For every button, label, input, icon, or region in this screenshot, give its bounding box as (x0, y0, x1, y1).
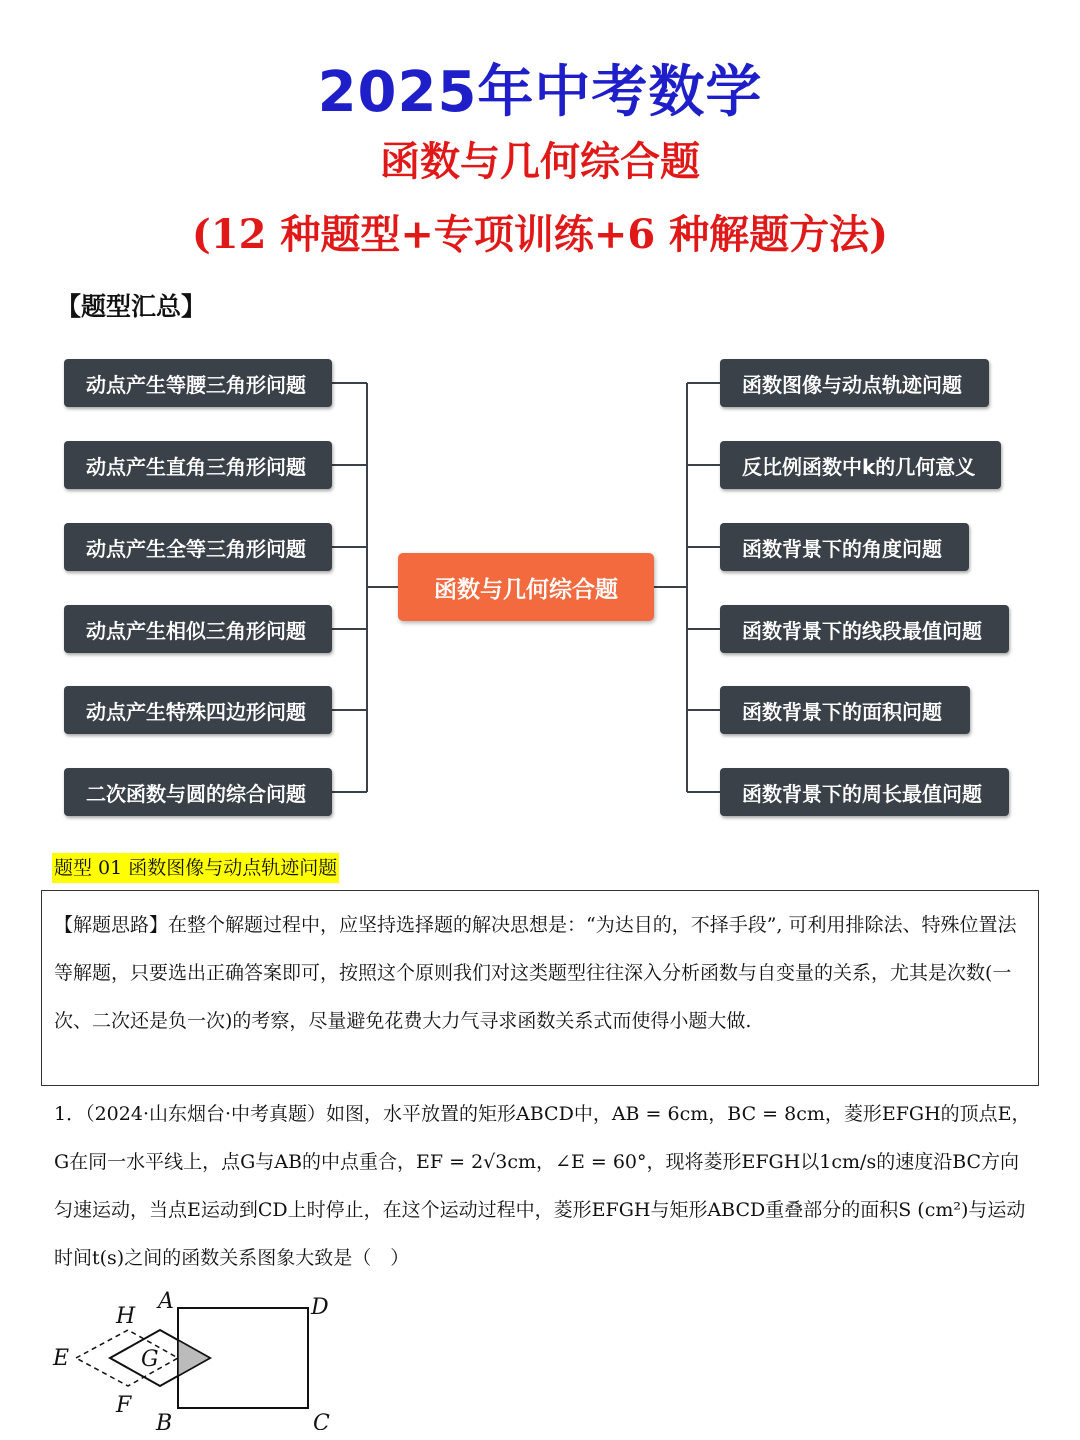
label-b: B (156, 1411, 173, 1430)
mind-map-node-right-2: 反比例函数中k的几何意义 (720, 441, 1001, 489)
mind-map-node-left-2: 动点产生直角三角形问题 (64, 441, 332, 489)
mind-map-node-left-3: 动点产生全等三角形问题 (64, 523, 332, 571)
mind-map-center-node: 函数与几何综合题 (398, 553, 654, 621)
mind-map-node-left-6: 二次函数与圆的综合问题 (64, 768, 332, 816)
solution-tip-text: 【解题思路】在整个解题过程中，应坚持选择题的解决思想是：“为达目的，不择手段”, 可利用排除法、特殊位置法等解题，只要选出正确答案即可，按照这个原则我们对这类题型往往深入分析函数与自变量的关系，尤其是次数(一次、二次还是负一次)的考察，尽量避免花费大力气寻求函数关系式而使得小题大做. (54, 914, 1017, 1032)
label-h: H (116, 1304, 136, 1329)
label-f: F (116, 1393, 132, 1418)
mind-map-node-left-4: 动点产生相似三角形问题 (64, 605, 332, 653)
label-e: E (53, 1346, 70, 1371)
mind-map-node-right-4: 函数背景下的线段最值问题 (720, 605, 1009, 653)
label-d: D (311, 1295, 329, 1320)
solution-tip-box (41, 890, 1039, 1086)
label-g: G (141, 1347, 159, 1372)
problem-statement: 1．（2024·山东烟台·中考真题）如图，水平放置的矩形ABCD中，AB = 6cm，BC = 8cm，菱形EFGH的顶点E，G在同一水平线上，点G与AB的中点重合，EF = 2√3cm，∠E = 60°，现将菱形EFGH以1cm/s的速度沿BC方向匀速运动，当点E运动到CD上时停止，在这个运动过程中，菱形EFGH与矩形ABCD重叠部分的面积S (cm²)与运动时间t(s)之间的函数关系图象大致是（ ） (54, 1103, 1031, 1269)
summary-label: 【题型汇总】 (56, 292, 207, 321)
label-a: A (158, 1290, 174, 1314)
question-type-heading: 题型 01 函数图像与动点轨迹问题 (52, 853, 339, 883)
mind-map-node-right-5: 函数背景下的面积问题 (720, 686, 970, 734)
page-title: 2025年中考数学 (317, 60, 763, 125)
mind-map-node-right-6: 函数背景下的周长最值问题 (720, 768, 1009, 816)
mind-map-node-right-1: 函数图像与动点轨迹问题 (720, 359, 989, 407)
mind-map (0, 340, 1080, 830)
rhombus-efgh (76, 1330, 178, 1386)
page-subtitle-detail: (12 种题型+专项训练+6 种解题方法) (191, 211, 889, 258)
geometry-figure (48, 1290, 348, 1430)
mind-map-node-left-1: 动点产生等腰三角形问题 (64, 359, 332, 407)
mind-map-node-left-5: 动点产生特殊四边形问题 (64, 686, 332, 734)
page-subtitle: 函数与几何综合题 (380, 139, 700, 185)
overlap-region (178, 1340, 210, 1376)
mind-map-node-right-3: 函数背景下的角度问题 (720, 523, 969, 571)
label-c: C (313, 1411, 330, 1430)
